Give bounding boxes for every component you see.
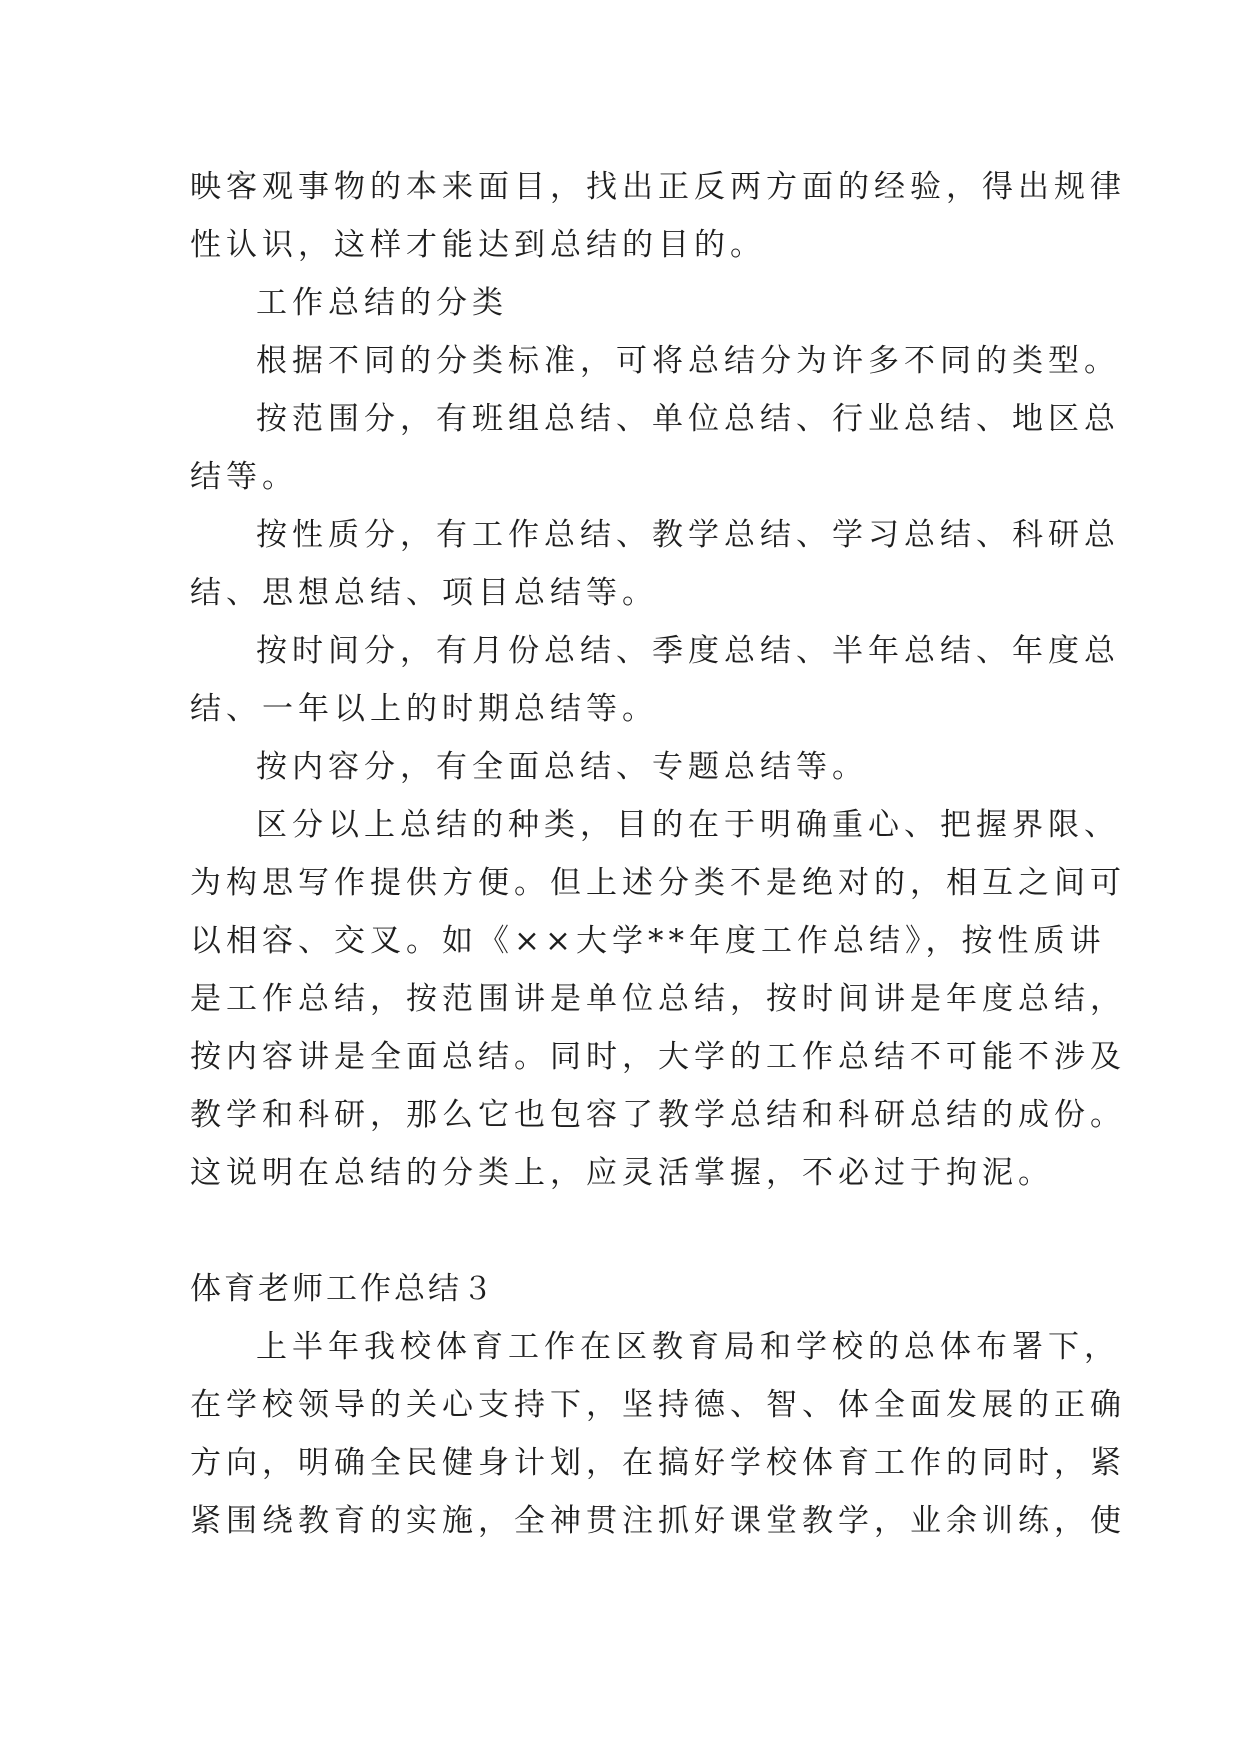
paragraph-line: 按时间分，有月份总结、季度总结、半年总结、年度总: [256, 633, 1120, 669]
paragraph-line: 结、思想总结、项目总结等。: [190, 575, 658, 611]
paragraph-line: 以相容、交叉。如《××大学**年度工作总结》，按性质讲: [190, 923, 1106, 959]
paragraph-line: 结等。: [190, 459, 298, 495]
paragraph-line: 结、一年以上的时期总结等。: [190, 691, 658, 727]
section-spacer: [190, 1202, 1070, 1260]
section-title: 体育老师工作总结３: [190, 1271, 496, 1307]
paragraph-line: 是工作总结，按范围讲是单位总结，按时间讲是年度总结，: [190, 981, 1126, 1017]
paragraph-line: 按范围分，有班组总结、单位总结、行业总结、地区总: [256, 401, 1120, 437]
paragraph-line: 按内容分，有全面总结、专题总结等。: [256, 749, 868, 785]
paragraph-line: 为构思写作提供方便。但上述分类不是绝对的，相互之间可: [190, 865, 1126, 901]
paragraph-line: 教学和科研，那么它也包容了教学总结和科研总结的成份。: [190, 1097, 1126, 1133]
paragraph-line: 性认识，这样才能达到总结的目的。: [190, 227, 766, 263]
paragraph-line: 映客观事物的本来面目，找出正反两方面的经验，得出规律: [190, 169, 1126, 205]
paragraph-line: 方向，明确全民健身计划，在搞好学校体育工作的同时，紧: [190, 1445, 1126, 1481]
paragraph-line: 紧围绕教育的实施，全神贯注抓好课堂教学，业余训练，使: [190, 1503, 1126, 1539]
document-body: [190, 158, 1126, 1550]
subheading-classification: 工作总结的分类: [256, 285, 508, 321]
paragraph-line: 这说明在总结的分类上，应灵活掌握，不必过于拘泥。: [190, 1155, 1054, 1191]
paragraph-line: 在学校领导的关心支持下，坚持德、智、体全面发展的正确: [190, 1387, 1126, 1423]
paragraph-line: 上半年我校体育工作在区教育局和学校的总体布署下，: [256, 1329, 1120, 1365]
paragraph-line: 按内容讲是全面总结。同时，大学的工作总结不可能不涉及: [190, 1039, 1126, 1075]
paragraph-line: 根据不同的分类标准，可将总结分为许多不同的类型。: [256, 343, 1120, 379]
paragraph-line: 按性质分，有工作总结、教学总结、学习总结、科研总: [256, 517, 1120, 553]
paragraph-line: 区分以上总结的种类，目的在于明确重心、把握界限、: [256, 807, 1120, 843]
